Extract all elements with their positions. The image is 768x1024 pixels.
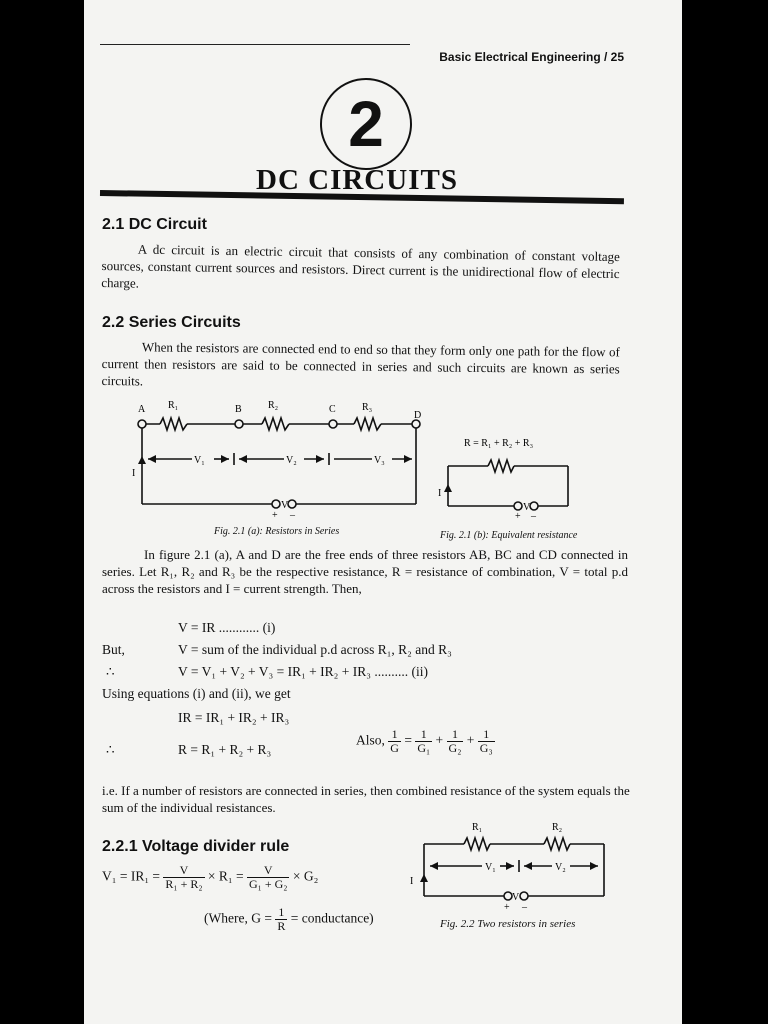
fraction-1-over-g: $\frac{1}{G}$ [390,727,399,755]
resistor-label-r1: R₁ [472,822,483,833]
node-label-c: C [329,404,336,415]
drop-label-v3: V₃ [374,455,385,466]
equation-ii: V = V₁ + V₂ + V₃ = IR₁ + IR₂ + IR₃ .......... (ii) [178,664,428,679]
drop-label-v2: V₂ [286,455,297,466]
resistor-label-r2: R₂ [268,400,279,411]
fraction-1-over-r: $\frac{1}{R}$ [277,905,286,933]
figure-2-1a-series-circuit [132,398,434,521]
current-label: I [438,488,442,499]
fraction-v-over-r-sum: $\frac{V}{\text{R₁ + R₂}}$ [165,863,203,891]
plus-sign: + [515,511,521,522]
current-label: I [410,876,414,887]
therefore-symbol: ∴ [106,742,115,757]
equation-ir-sum: IR = IR₁ + IR₂ + IR₃ [178,710,290,725]
section-heading-2-1: 2.1 DC Circuit [102,216,207,233]
fraction-1-over-g3: $\frac{1}{\text{G₃}}$ [479,727,493,755]
book-page [84,0,682,1024]
equivalent-resistance-label: R = R₁ + R₂ + R₃ [464,438,534,449]
equation-r-sum: R = R₁ + R₂ + R₃ [178,742,272,757]
section-heading-2-2-1: 2.2.1 Voltage divider rule [102,838,290,855]
source-label: V [523,502,531,513]
resistor-label-r1: R₁ [168,400,179,411]
source-label: V [281,500,289,511]
also-label: Also, [356,732,385,748]
series-explanation-paragraph: In figure 2.1 (a), A and D are the free ends of three resistors AB, BC and CD connected in series. Let R₁, R₂ and R₃ be the respective resistance, R = resistance of combination, V = total p.d across the resistors and I = current strength. Then, [102,547,628,596]
equation-sum-pd: V = sum of the individual p.d across R₁, R₂ and R₃ [178,642,452,657]
header-rule [100,44,410,45]
drop-label-v1: V₁ [485,862,496,873]
source-label: V [512,892,520,903]
label-but: But, [102,642,125,657]
running-header: Basic Electrical Engineering / 25 [439,50,624,64]
figure-2-2-two-resistors [402,816,622,916]
fraction-1-over-g1: $\frac{1}{\text{G₁}}$ [417,727,431,755]
chapter-number-badge: 2 [320,78,412,170]
minus-sign: – [531,511,536,522]
using-equations-text: Using equations (i) and (ii), we get [102,686,291,701]
minus-sign: – [522,902,527,913]
plus-sign: + [504,902,510,913]
equation-i: V = IR ............ (i) [178,620,276,635]
chapter-title: DC CIRCUITS [256,164,458,196]
section-2-2-paragraph: When the resistors are connected end to end so that they form only one path for the flow of current then resistors are said to be connected in series and such circuits are known as series circuits. [101,339,620,389]
section-heading-2-2: 2.2 Series Circuits [102,314,241,331]
drop-label-v2: V₂ [555,862,566,873]
figure-2-1b-equivalent-circuit [434,430,584,520]
minus-sign: – [290,510,295,521]
node-label-a: A [138,404,146,415]
current-label: I [132,468,136,479]
figure-2-1b-caption: Fig. 2.1 (b): Equivalent resistance [440,530,578,541]
drop-label-v1: V₁ [194,455,205,466]
fraction-1-over-g2: $\frac{1}{\text{G₂}}$ [448,727,462,755]
plus-sign: + [272,510,278,521]
voltage-divider-equation: V₁ = IR₁ = $\frac{V}{\text{R₁ + R₂}}$ × R₁ = $\frac{V}{\text{G₁ + G₂}}$ × G₂ [102,863,319,891]
fraction-v-over-g-sum: $\frac{V}{\text{G₁ + G₂}}$ [249,863,288,891]
node-label-d: D [414,410,422,421]
conclusion-paragraph: i.e. If a number of resistors are connected in series, then combined resistance of the system equals the sum of the individual resistances. [102,783,630,815]
figure-2-1a-caption: Fig. 2.1 (a): Resistors in Series [214,526,340,537]
resistor-label-r2: R₂ [552,822,563,833]
conductance-equation: Also, $\frac{1}{G}$ = $\frac{1}{\text{G₁}}$ + $\frac{1}{\text{G₂}}$ + $\frac{1}{\text{G₃}}$ [356,727,493,755]
section-2-1-paragraph: A dc circuit is an electric circuit that consists of any combination of constant voltage sources, constant current sources and resistors. Direct current is the unidirectional flow of electric charge. [101,241,620,291]
node-label-b: B [235,404,242,415]
resistor-label-r3: R₃ [362,402,373,413]
conductance-definition: (Where, G = $\frac{1}{R}$ = conductance) [204,905,374,933]
therefore-symbol: ∴ [106,664,115,679]
figure-2-2-caption: Fig. 2.2 Two resistors in series [440,918,576,930]
